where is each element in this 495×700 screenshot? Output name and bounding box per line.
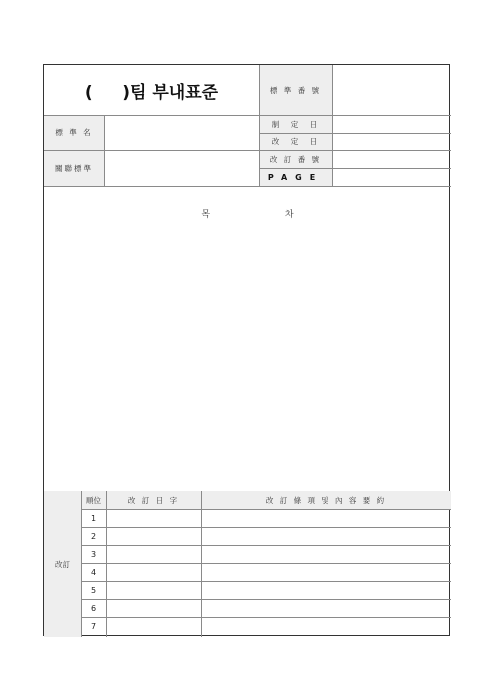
standard-number-label: 標 準 番 號 bbox=[269, 85, 322, 95]
revision-number-value[interactable] bbox=[332, 150, 451, 168]
revision-row-number bbox=[81, 527, 106, 545]
revision-summary-cell[interactable] bbox=[201, 581, 451, 599]
revision-row-number bbox=[81, 581, 106, 599]
divider bbox=[81, 491, 82, 637]
page-label: PAGE bbox=[267, 172, 324, 182]
document-title: ( )팀 부내표준 bbox=[84, 82, 219, 103]
established-date-label: 制 定 日 bbox=[271, 119, 320, 129]
revision-row-number-text: 1 bbox=[90, 513, 97, 523]
revised-date-label-cell bbox=[259, 133, 332, 150]
revision-row-number bbox=[81, 563, 106, 581]
standard-document-form bbox=[43, 64, 450, 636]
standard-name-value[interactable] bbox=[104, 115, 259, 150]
toc-heading-cell bbox=[44, 203, 451, 223]
revision-date-cell[interactable] bbox=[106, 527, 201, 545]
divider bbox=[201, 491, 202, 637]
divider bbox=[106, 491, 107, 637]
revision-row-number-text: 6 bbox=[90, 603, 97, 613]
divider bbox=[259, 133, 451, 134]
standard-name-label: 標 準 名 bbox=[55, 128, 93, 137]
divider bbox=[44, 115, 451, 116]
revision-row-number bbox=[81, 599, 106, 617]
revision-summary-column-header: 改 訂 條 項 및 內 容 要 約 bbox=[265, 495, 387, 505]
revision-summary-cell[interactable] bbox=[201, 509, 451, 527]
revision-row-number-text: 3 bbox=[90, 549, 97, 559]
revision-number-label: 改 訂 番 號 bbox=[269, 154, 322, 164]
revision-summary-cell[interactable] bbox=[201, 617, 451, 635]
page-value[interactable] bbox=[332, 168, 451, 186]
revised-date-value[interactable] bbox=[332, 133, 451, 150]
divider bbox=[44, 186, 451, 187]
revision-row-number-text: 7 bbox=[90, 621, 97, 631]
revision-date-cell[interactable] bbox=[106, 563, 201, 581]
standard-number-label-cell bbox=[259, 65, 332, 115]
related-standard-label-cell bbox=[44, 150, 104, 186]
revision-summary-cell[interactable] bbox=[201, 563, 451, 581]
page-label-cell bbox=[259, 168, 332, 186]
toc-content-area[interactable] bbox=[44, 225, 451, 491]
revision-date-column-header: 改 訂 日 字 bbox=[127, 495, 180, 505]
revision-section-label-cell bbox=[44, 491, 81, 637]
revision-number-label-cell bbox=[259, 150, 332, 168]
revised-date-label: 改 定 日 bbox=[271, 137, 320, 146]
revision-date-cell[interactable] bbox=[106, 617, 201, 635]
revision-summary-cell[interactable] bbox=[201, 527, 451, 545]
revision-date-cell[interactable] bbox=[106, 599, 201, 617]
revision-summary-cell[interactable] bbox=[201, 599, 451, 617]
revision-row-number-text: 2 bbox=[90, 531, 97, 541]
established-date-value[interactable] bbox=[332, 115, 451, 133]
standard-number-value[interactable] bbox=[332, 65, 451, 115]
revision-row-number bbox=[81, 545, 106, 563]
revision-date-cell[interactable] bbox=[106, 545, 201, 563]
related-standard-value[interactable] bbox=[104, 150, 259, 186]
divider bbox=[259, 168, 451, 169]
revision-row-number bbox=[81, 509, 106, 527]
revision-section-label: 改訂 bbox=[55, 559, 70, 569]
revision-summary-cell[interactable] bbox=[201, 545, 451, 563]
related-standard-label: 關聯標準 bbox=[55, 163, 93, 173]
revision-row-number-text: 5 bbox=[90, 585, 97, 595]
revision-row-number-text: 4 bbox=[90, 567, 97, 577]
revision-date-cell[interactable] bbox=[106, 581, 201, 599]
toc-heading: 목 차 bbox=[201, 209, 330, 220]
revision-row-number bbox=[81, 617, 106, 635]
divider bbox=[44, 150, 451, 151]
document-title-cell bbox=[44, 65, 259, 115]
order-column-header: 順位 bbox=[86, 495, 101, 505]
standard-name-label-cell bbox=[44, 115, 104, 150]
revision-date-cell[interactable] bbox=[106, 509, 201, 527]
established-date-label-cell bbox=[259, 115, 332, 133]
